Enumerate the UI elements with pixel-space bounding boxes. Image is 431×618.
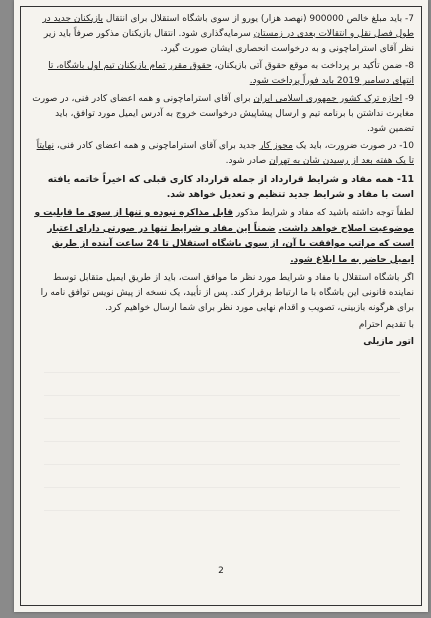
item-10 [30,139,414,169]
bleed-through-line [44,395,400,396]
signature-name: اتور مازیلی [363,336,414,347]
item-10-text-3: صادر شود. [225,156,270,167]
closing-salutation: با تقدیم احترام [358,319,414,330]
letter-body [30,12,414,351]
bleed-through-line [44,418,400,419]
note-underlined-bold-2: ضمناً این مفاد و شرایط تنها در صورتی دارای اعتبار است که مراتب موافقت با آن، از سوی باشگاه استقلال تا 24 ساعت آینده از طریق ایمیل حاضر به ما ابلاغ شود. [47,223,414,265]
bleed-through-line [44,372,400,373]
page-number: 2 [218,566,224,576]
item-11: 11- همه مفاد و شرایط قرارداد از جمله قرارداد کاری قبلی که اخیراً خاتمه یافته است با مفاد و شرایط جدید تنظیم و تعدیل خواهد شد. [47,173,414,201]
item-8-underlined: حقوق مقرر تمام بازیکنان تیم اول باشگاه، تا انتهای دسامبر 2019 باید فوراً پرداخت شود. [48,61,414,87]
document-page [14,0,428,612]
item-9-number: 9- [402,93,414,104]
item-7 [30,12,414,56]
item-10-underlined: مجوز کار [259,141,293,152]
item-10-text: 10- در صورت ضرورت، باید یک [292,141,414,152]
note-paragraph [30,206,414,268]
note-text: لطفاً توجه داشته باشید که مفاد و شرایط مذکور [233,207,414,218]
bleed-through-line [44,464,400,465]
item-7-text: 7- باید مبلغ خالص 900000 (نهصد هزار) یورو از سوی باشگاه استقلال برای انتقال [103,14,414,24]
item-10-text-2: جدید برای آقای استراماچونی و همه اعضای کادر فنی، [53,141,260,152]
item-7-text-2: سرمایه‌گذاری شود. انتقال بازیکنان مذکور صرفاً باید زیر نظر آقای استراماچونی و به درخواست انحصاری ایشان صورت گیرد. [43,28,414,54]
bleed-through-line [44,510,400,511]
item-9-underlined: اجازه ترک کشور جمهوری اسلامی ایران [253,93,403,104]
note-underlined-bold: قابل مذاکره نبوده و تنها از سوی ما قابلیت و موضوعیت اصلاح خواهد داشت. [34,207,414,234]
item-9-text: برای آقای استراماچونی و همه اعضای کادر فنی، در صورت مغایرت نداشتن با برنامه تیم و ارسال پیشاپیش درخواست خروج به آدرس ایمیل مورد توافق، باید تضمین شود. [32,93,414,134]
item-10-underlined-2: نهایتاً تا یک هفته بعد از رسیدن شان به تهران [36,141,414,167]
item-9 [30,92,414,136]
item-8 [30,59,414,89]
bleed-through-line [44,441,400,442]
bleed-through-line [44,487,400,488]
final-paragraph: اگر باشگاه استقلال با مفاد و شرایط مورد نظر ما موافق است، باید از طریق ایمیل متقابل توسط نماینده قانونی این باشگاه با ما ارتباط برقرار کند. پس از تأیید، یک نسخه از پیش نویس توافق نامه را برای هرگونه بازبینی، تصویب و اقدام نهایی مورد نظر برای شما ارسال خواهیم کرد. [40,273,414,313]
item-7-underlined: بازیکنان جدید در طول فصل نقل و انتقالات بعدی در زمستان [42,14,414,39]
item-8-text: 8- ضمن تأکید بر پرداخت به موقع حقوق آتی بازیکنان، [211,61,414,72]
